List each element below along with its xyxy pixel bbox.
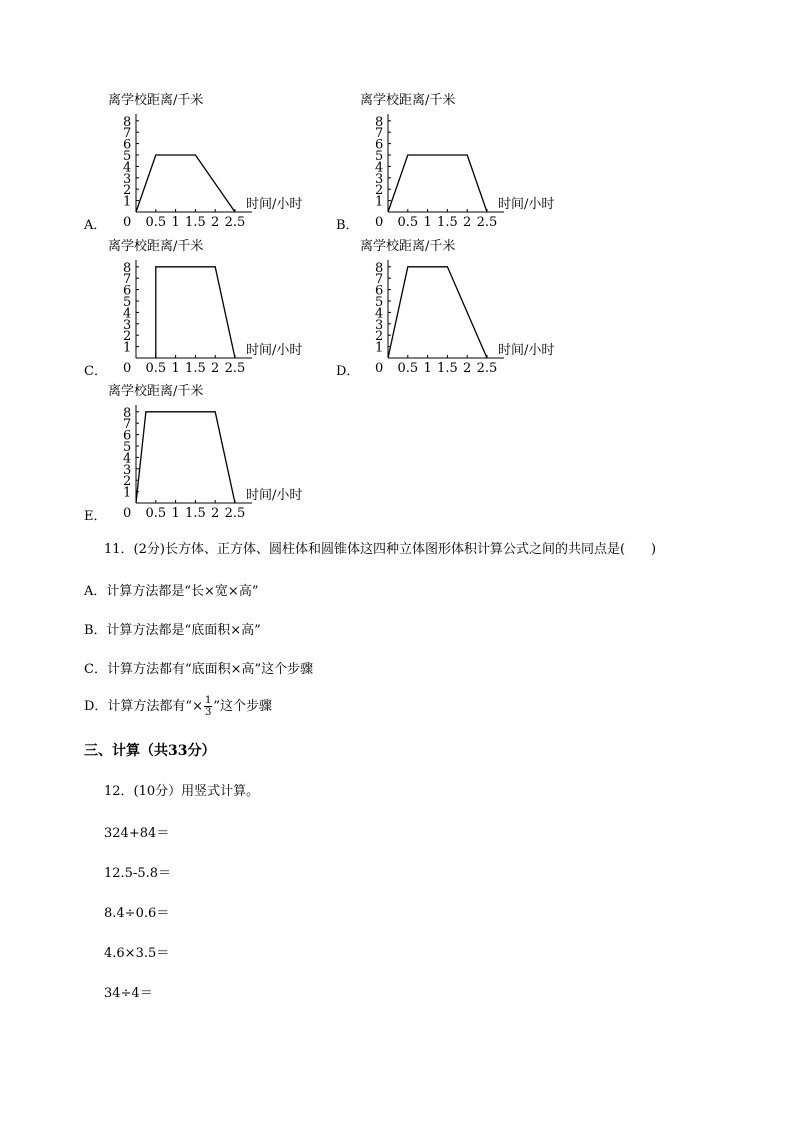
graph-svg [84,236,324,379]
question-11-option-d[interactable] [84,695,272,718]
x-tick-label: 2.5 [224,361,246,376]
calc-item: 34÷4＝ [104,986,153,1001]
graph-svg [336,236,576,379]
y-tick-label: 5 [123,149,132,164]
y-tick-label: 1 [375,194,384,210]
x-tick-label: 1.5 [437,361,458,376]
question-11-stem: 11．(2分)长方体、正方体、圆柱体和圆锥体这四种立体图形体积计算公式之间的共同点是( ) [104,542,657,557]
y-tick-label: 6 [123,283,132,299]
x-tick-label: 1.5 [185,506,206,521]
y-tick-label: 1 [123,340,132,356]
one-third-fraction [204,695,212,718]
x-tick-label: 1 [423,361,432,376]
x-tick-label: 1 [171,361,180,376]
y-tick-label: 6 [375,137,384,153]
graph-svg [336,90,576,233]
x-tick-label: 2 [463,215,472,230]
x-axis-label: 时间/小时 [498,343,555,358]
x-axis-label: 时间/小时 [246,343,303,358]
distance-line [388,155,487,212]
distance-line [136,412,235,503]
y-axis-label: 离学校距离/千米 [108,384,204,399]
section-3-heading: 三、计算（共33分） [84,743,216,759]
calc-item: 12.5-5.8＝ [104,866,172,881]
x-tick-label: 2.5 [476,361,498,376]
option-letter: D． [336,364,360,379]
graph-svg [84,90,324,233]
x-tick-label: 1 [423,215,432,230]
y-tick-label: 5 [123,295,132,310]
x-tick-label: 2.5 [476,215,498,230]
y-tick-label: 7 [375,272,384,288]
y-axis-label: 离学校距离/千米 [108,239,204,254]
y-tick-label: 4 [123,451,132,467]
y-tick-label: 2 [375,329,384,345]
y-tick-label: 1 [375,340,384,356]
fraction-denominator: 3 [204,707,212,718]
y-tick-label: 3 [123,317,132,333]
y-axis-label: 离学校距离/千米 [360,93,456,108]
y-tick-label: 2 [123,329,132,345]
y-tick-label: 5 [123,440,132,455]
y-tick-label: 8 [123,260,132,276]
y-tick-label: 8 [375,114,384,130]
x-tick-label: 0.5 [145,506,167,521]
y-tick-label: 3 [123,462,132,478]
option-letter: B． [336,218,359,233]
y-tick-label: 4 [375,160,384,176]
origin-label: 0 [123,506,132,521]
y-tick-label: 8 [123,114,132,130]
y-tick-label: 7 [123,272,132,288]
y-tick-label: 5 [375,295,384,310]
y-tick-label: 8 [123,405,132,421]
origin-label: 0 [123,361,132,376]
y-tick-label: 1 [123,194,132,210]
x-tick-label: 1.5 [185,215,206,230]
y-tick-label: 4 [123,160,132,176]
y-tick-label: 3 [375,317,384,333]
question-12-stem: 12．(10分）用竖式计算。 [104,784,260,799]
calc-item: 324+84＝ [104,826,170,841]
x-tick-label: 1.5 [437,215,458,230]
y-tick-label: 7 [375,126,384,142]
y-tick-label: 6 [123,137,132,153]
x-axis-label: 时间/小时 [246,197,303,212]
graph-option-e [84,381,324,524]
origin-label: 0 [375,361,384,376]
x-tick-label: 2.5 [224,506,246,521]
y-tick-label: 3 [123,171,132,187]
x-tick-label: 1 [171,215,180,230]
x-tick-label: 0.5 [397,215,419,230]
y-tick-label: 5 [375,149,384,164]
y-tick-label: 1 [123,485,132,501]
y-axis-label: 离学校距离/千米 [360,239,456,254]
graph-option-c [84,236,324,379]
calc-item: 8.4÷0.6＝ [104,906,170,921]
question-11-option-b[interactable]: B．计算方法都是“底面积×高” [84,623,261,638]
x-tick-label: 2.5 [224,215,246,230]
x-tick-label: 2 [211,361,220,376]
x-tick-label: 2 [211,506,220,521]
graph-option-b [336,90,576,233]
x-axis-label: 时间/小时 [498,197,555,212]
option-letter: E． [84,509,107,524]
option-d-prefix: D．计算方法都有“× [84,699,203,714]
option-letter: A． [84,218,107,233]
fraction-numerator: 1 [204,695,212,706]
distance-line [136,155,235,212]
y-tick-label: 7 [123,417,132,433]
calc-item: 4.6×3.5＝ [104,946,170,961]
y-tick-label: 6 [375,283,384,299]
x-tick-label: 1 [171,506,180,521]
question-11-option-a[interactable]: A．计算方法都是“长×宽×高” [84,584,259,599]
y-tick-label: 4 [123,306,132,322]
graph-option-d [336,236,576,379]
graph-option-a [84,90,324,233]
graph-svg [84,381,324,524]
x-tick-label: 2 [211,215,220,230]
y-tick-label: 2 [123,183,132,199]
origin-label: 0 [375,215,384,230]
y-tick-label: 6 [123,428,132,444]
option-d-suffix: ”这个步骤 [213,699,272,714]
y-tick-label: 3 [375,171,384,187]
x-tick-label: 0.5 [397,361,419,376]
distance-line [388,267,487,358]
x-tick-label: 0.5 [145,361,167,376]
question-11-option-c[interactable]: C．计算方法都有“底面积×高”这个步骤 [84,662,314,677]
y-axis-label: 离学校距离/千米 [108,93,204,108]
y-tick-label: 2 [375,183,384,199]
y-tick-label: 2 [123,474,132,490]
option-letter: C． [84,364,107,379]
distance-line [156,267,235,358]
y-tick-label: 7 [123,126,132,142]
x-axis-label: 时间/小时 [246,488,303,503]
x-tick-label: 0.5 [145,215,167,230]
origin-label: 0 [123,215,132,230]
x-tick-label: 1.5 [185,361,206,376]
x-tick-label: 2 [463,361,472,376]
y-tick-label: 8 [375,260,384,276]
y-tick-label: 4 [375,306,384,322]
